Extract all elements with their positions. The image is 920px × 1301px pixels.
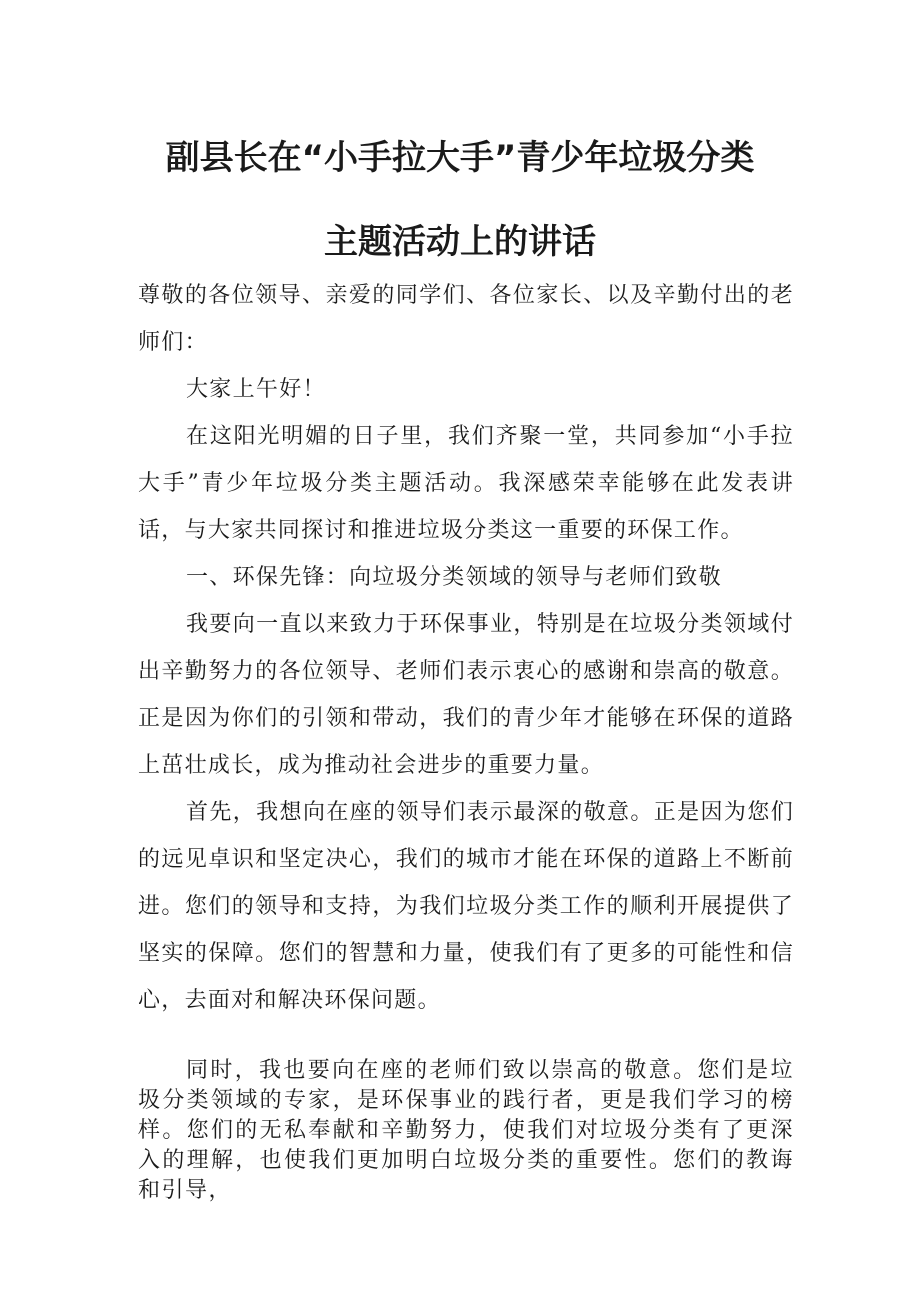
paragraph-teachers: 同时，我也要向在座的老师们致以崇高的敬意。您们是垃圾分类领域的专家，是环保事业的践行者，更是我们学习的榜样。您们的无私奉献和辛勤努力，使我们对垃圾分类有了更深入的理解，也使我们更加明白垃圾分类的重要性。您们的教诲和引导，	[138, 1058, 794, 1203]
document-title-line-1: 副县长在“小手拉大手”青少年垃圾分类	[165, 138, 755, 178]
salutation: 尊敬的各位领导、亲爱的同学们、各位家长、以及辛勤付出的老师们：	[138, 283, 794, 355]
paragraph-gratitude: 我要向一直以来致力于环保事业，特别是在垃圾分类领域付出辛勤努力的各位领导、老师们表示衷心的感谢和崇高的敬意。正是因为你们的引领和带动，我们的青少年才能够在环保的道路上茁壮成长，成为推动社会进步的重要力量。	[138, 612, 794, 778]
section-heading-1: 一、环保先锋：向垃圾分类领域的领导与老师们致敬	[186, 565, 722, 590]
greeting: 大家上午好！	[186, 377, 326, 402]
document-title-line-2: 主题活动上的讲话	[324, 222, 596, 262]
paragraph-leaders: 首先，我想向在座的领导们表示最深的敬意。正是因为您们的远见卓识和坚定决心，我们的城市才能在环保的道路上不断前进。您们的领导和支持，为我们垃圾分类工作的顺利开展提供了坚实的保障。您们的智慧和力量，使我们有了更多的可能性和信心，去面对和解决环保问题。	[138, 800, 794, 1013]
speech-body-continued	[138, 1056, 794, 1206]
paragraph-opening: 在这阳光明媚的日子里，我们齐聚一堂，共同参加“小手拉大手”青少年垃圾分类主题活动。我深感荣幸能够在此发表讲话，与大家共同探讨和推进垃圾分类这一重要的环保工作。	[138, 424, 794, 543]
speech-body	[138, 272, 794, 1024]
